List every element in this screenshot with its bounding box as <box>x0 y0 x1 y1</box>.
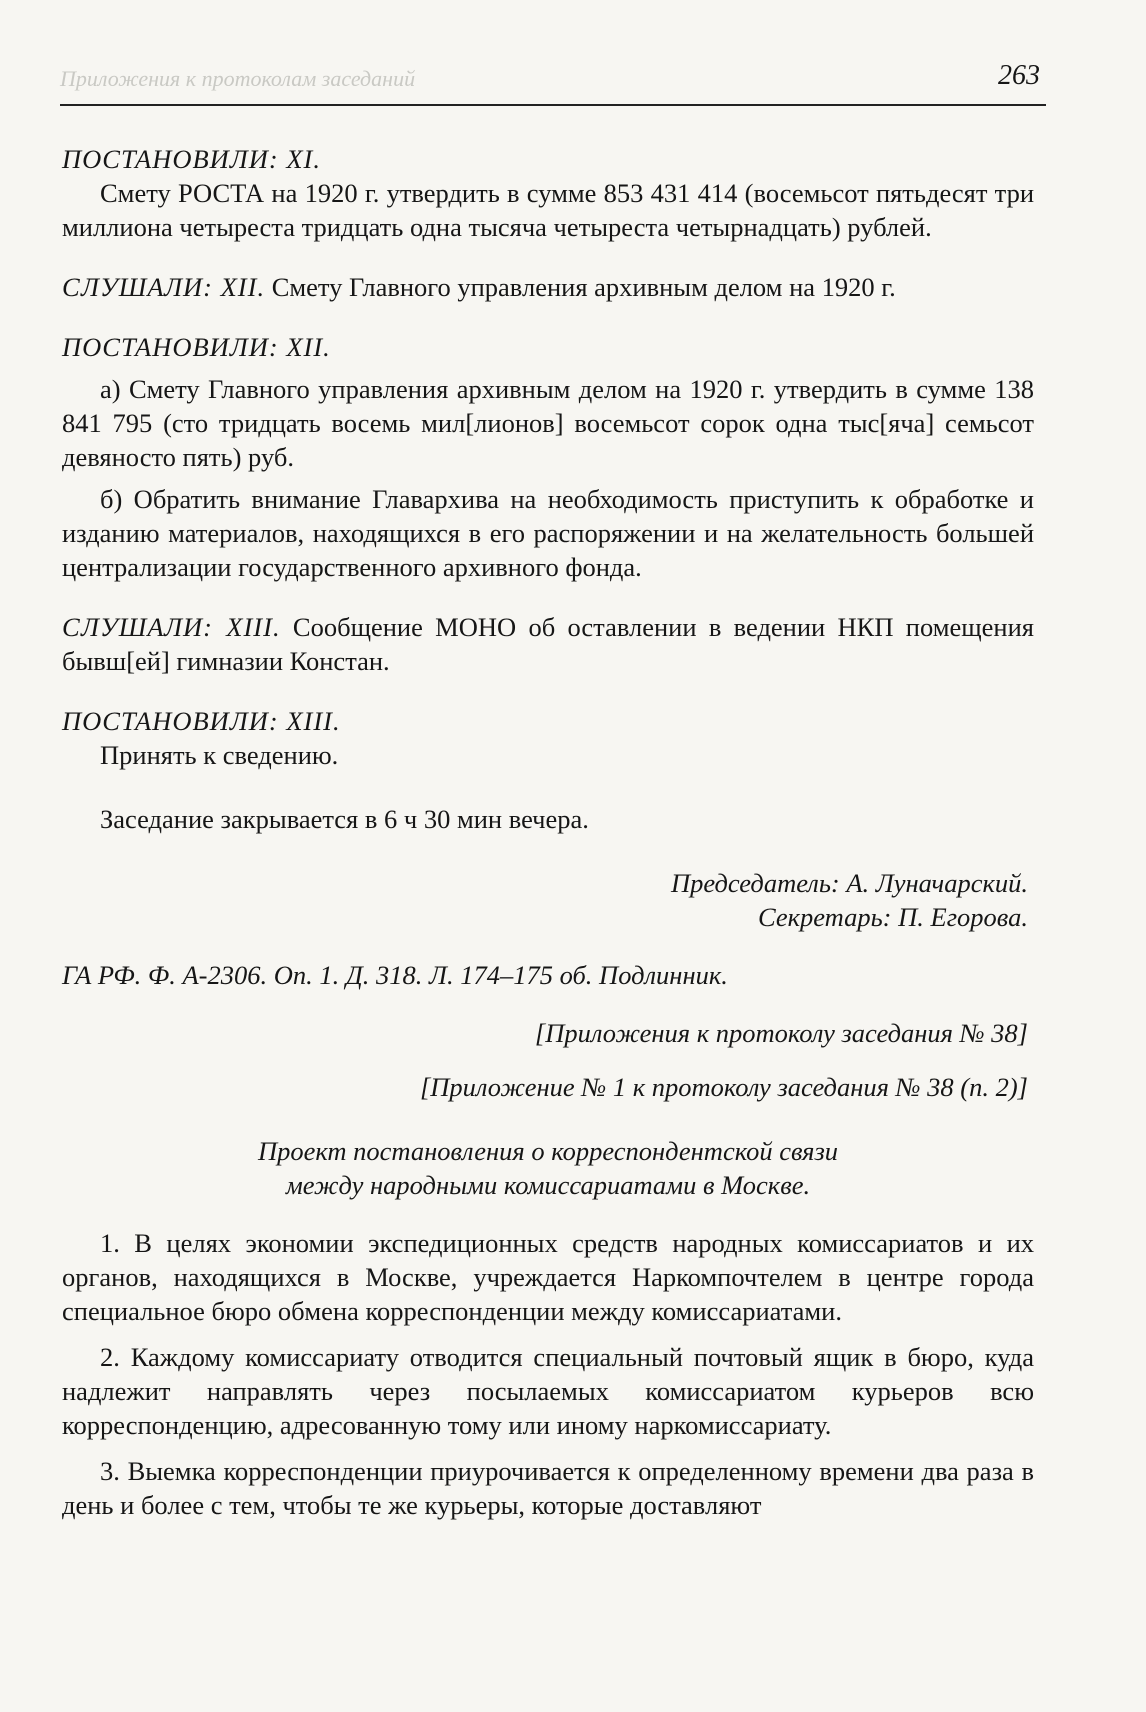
appendix-item-1: 1. В целях экономии экспедиционных средств народных комиссариатов и их органов, находящихся в Москве, учреждается Наркомпочтелем в центре города специальное бюро обмена корреспонденции между комиссариатами. <box>62 1228 1034 1326</box>
closing-statement: Заседание закрывается в 6 ч 30 мин вечера. <box>100 804 589 834</box>
header-rule <box>60 104 1046 106</box>
slushali-12-label: СЛУШАЛИ: XII. <box>62 272 266 302</box>
postanovili-13-text: Принять к сведению. <box>100 740 339 770</box>
archive-reference: ГА РФ. Ф. А-2306. Оп. 1. Д. 318. Л. 174–175 об. Подлинник. <box>62 960 728 990</box>
postanovili-12-item-a: а) Смету Главного управления архивным делом на 1920 г. утвердить в сумме 138 841 795 (сто тридцать восемь мил[лионов] восемьсот сорок одна тыс[яча] семьсот девяносто пять) руб. <box>62 374 1034 472</box>
appendix-item-2: 2. Каждому комиссариату отводится специальный почтовый ящик в бюро, куда надлежит направлять через посылаемых комиссариатом курьеров всю корреспонденцию, адресованную тому или иному наркомиссариату. <box>62 1342 1034 1440</box>
postanovili-11-text: Смету РОСТА на 1920 г. утвердить в сумме 853 431 414 (восемьсот пятьдесят три миллиона четыреста тридцать одна тысяча четыреста четырнадцать) рублей. <box>62 178 1034 242</box>
appendix-title-line-2: между народными комиссариатами в Москве. <box>285 1170 811 1200</box>
appendix-title-line-1: Проект постановления о корреспондентской связи <box>257 1136 839 1166</box>
slushali-12 <box>62 270 1034 304</box>
postanovili-12-label: ПОСТАНОВИЛИ: XII. <box>62 332 331 362</box>
page-number: 263 <box>998 60 1040 91</box>
appendix-item-3: 3. Выемка корреспонденции приурочивается к определенному времени два раза в день и более с тем, чтобы те же курьеры, которые доставляют <box>62 1456 1034 1520</box>
slushali-12-text: Смету Главного управления архивным делом на 1920 г. <box>271 272 896 302</box>
slushali-13-text: Сообщение МОНО об оставлении в ведении НКП помещения бывш[ей] гимназии Констан. <box>62 612 1034 676</box>
postanovili-13-label: ПОСТАНОВИЛИ: XIII. <box>62 706 341 736</box>
document-body <box>62 142 1034 1522</box>
postanovili-11-label: ПОСТАНОВИЛИ: XI. <box>62 144 321 174</box>
chair-signature: Председатель: А. Луначарский. <box>671 868 1028 898</box>
slushali-13 <box>62 610 1034 678</box>
appendix-heading-main: [Приложения к протоколу заседания № 38] <box>534 1018 1028 1048</box>
slushali-13-label: СЛУШАЛИ: XIII. <box>62 612 281 642</box>
appendix-heading-sub: [Приложение № 1 к протоколу заседания № 38 (п. 2)] <box>419 1072 1028 1102</box>
running-head: Приложения к протоколам заседаний <box>60 66 416 91</box>
postanovili-12-item-b: б) Обратить внимание Главархива на необходимость приступить к обработке и изданию материалов, находящихся в его распоряжении и на желательность большей централизации государственного архивного фонда. <box>62 484 1034 582</box>
secretary-signature: Секретарь: П. Егорова. <box>757 902 1028 932</box>
